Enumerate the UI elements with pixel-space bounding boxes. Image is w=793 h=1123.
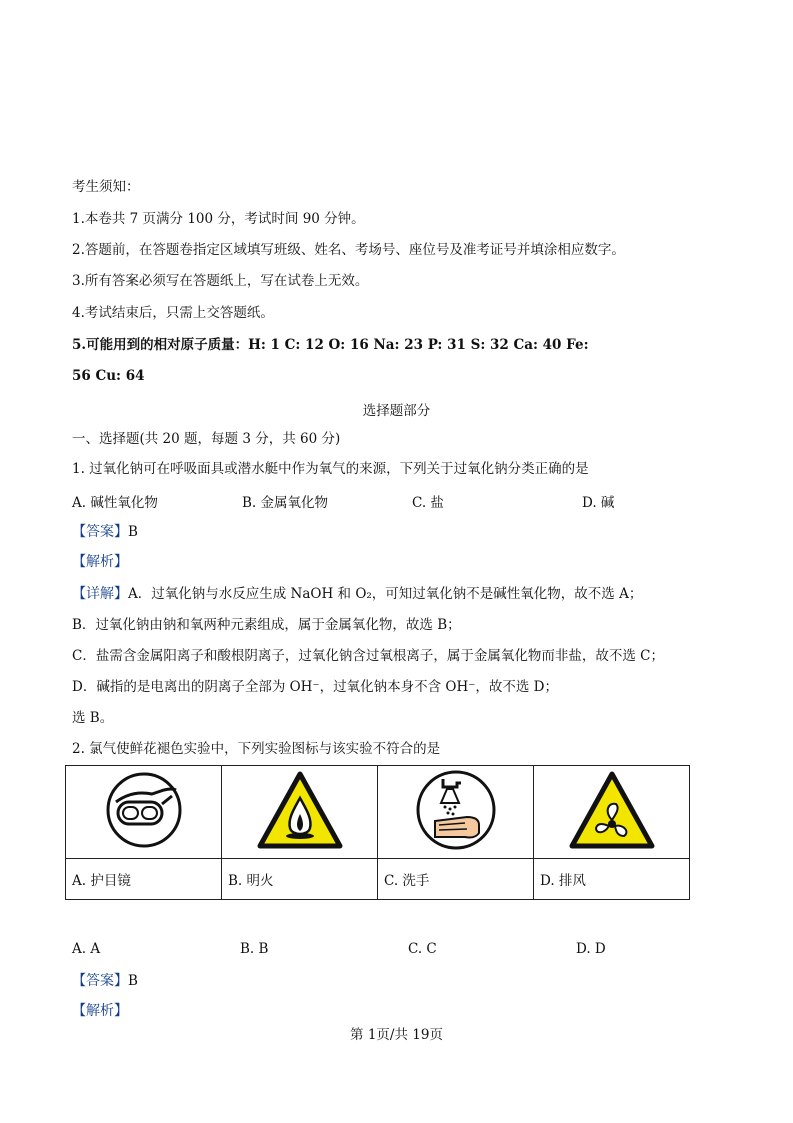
q2-option-c: C. C <box>408 941 437 957</box>
q1-detail-c: C．盐需含金属阳离子和酸根阴离子，过氧化钠含过氧根离子，属于金属氧化物而非盐，故不选 C； <box>72 648 664 664</box>
q1-option-c: C. 盐 <box>412 495 444 511</box>
icon-label-d: D. 排风 <box>534 859 690 900</box>
q2-icon-table <box>65 765 690 900</box>
q1-option-a: A. 碱性氧化物 <box>72 495 158 511</box>
icon-label-b: B. 明火 <box>222 859 378 900</box>
notice-item-5: 5.可能用到的相对原子质量：H: 1 C: 12 O: 16 Na: 23 P: 31 S: 32 Ca: 40 Fe: <box>72 337 589 353</box>
open-flame-icon <box>254 768 346 852</box>
answer-value: B <box>128 973 138 989</box>
q2-analysis <box>72 1002 128 1020</box>
q1-detail-d: D．碱指的是电离出的阴离子全部为 OH⁻，过氧化钠本身不含 OH⁻，故不选 D； <box>72 679 558 695</box>
notice-item-3: 3.所有答案必须写在答题纸上，写在试卷上无效。 <box>72 273 369 289</box>
q1-answer <box>72 523 138 541</box>
icon-label-c: C. 洗手 <box>378 859 534 900</box>
q1-conclusion: 选 B。 <box>72 710 114 726</box>
notice-item-1: 1.本卷共 7 页满分 100 分，考试时间 90 分钟。 <box>72 211 365 227</box>
detail-tag: 【详解】 <box>72 586 128 602</box>
hand-wash-icon <box>413 767 499 853</box>
q2-option-a: A. A <box>72 941 101 957</box>
notice-item-4: 4.考试结束后，只需上交答题纸。 <box>72 305 274 321</box>
q1-option-b: B. 金属氧化物 <box>242 495 329 511</box>
icon-cell-a <box>66 766 222 859</box>
q2-option-b: B. B <box>240 941 269 957</box>
analysis-tag: 【解析】 <box>72 1003 128 1019</box>
answer-tag: 【答案】 <box>72 973 128 989</box>
icon-cell-b <box>222 766 378 859</box>
notice-item-2: 2.答题前，在答题卷指定区域填写班级、姓名、考场号、座位号及准考证号并填涂相应数字。 <box>72 242 625 258</box>
detail-line-a: A．过氧化钠与水反应生成 NaOH 和 O₂，可知过氧化钠不是碱性氧化物，故不选 A； <box>128 586 643 602</box>
q1-detail-b: B．过氧化钠由钠和氧两种元素组成，属于金属氧化物，故选 B； <box>72 617 461 633</box>
icon-cell-c <box>378 766 534 859</box>
q1-analysis <box>72 553 128 571</box>
q1-option-d: D. 碱 <box>582 495 615 511</box>
notice-item-5-cont: 56 Cu: 64 <box>72 368 145 384</box>
answer-value: B <box>128 524 138 540</box>
notice-title: 考生须知： <box>72 179 140 195</box>
page-footer: 第 1页/共 19页 <box>350 1027 443 1043</box>
analysis-tag: 【解析】 <box>72 554 128 570</box>
icon-label-a: A. 护目镜 <box>66 859 222 900</box>
q2-stem: 2. 氯气使鲜花褪色实验中，下列实验图标与该实验不符合的是 <box>72 741 441 757</box>
part-heading: 一、选择题(共 20 题，每题 3 分，共 60 分) <box>72 431 341 447</box>
section-title: 选择题部分 <box>362 403 431 419</box>
answer-tag: 【答案】 <box>72 524 128 540</box>
goggles-icon <box>102 768 186 852</box>
q1-stem: 1. 过氧化钠可在呼吸面具或潜水艇中作为氧气的来源，下列关于过氧化钠分类正确的是 <box>72 461 589 477</box>
q1-detail-a <box>72 585 642 603</box>
icon-cell-d <box>534 766 690 859</box>
q2-option-d: D. D <box>576 941 606 957</box>
exhaust-fan-icon <box>566 768 658 852</box>
q2-answer <box>72 972 138 990</box>
